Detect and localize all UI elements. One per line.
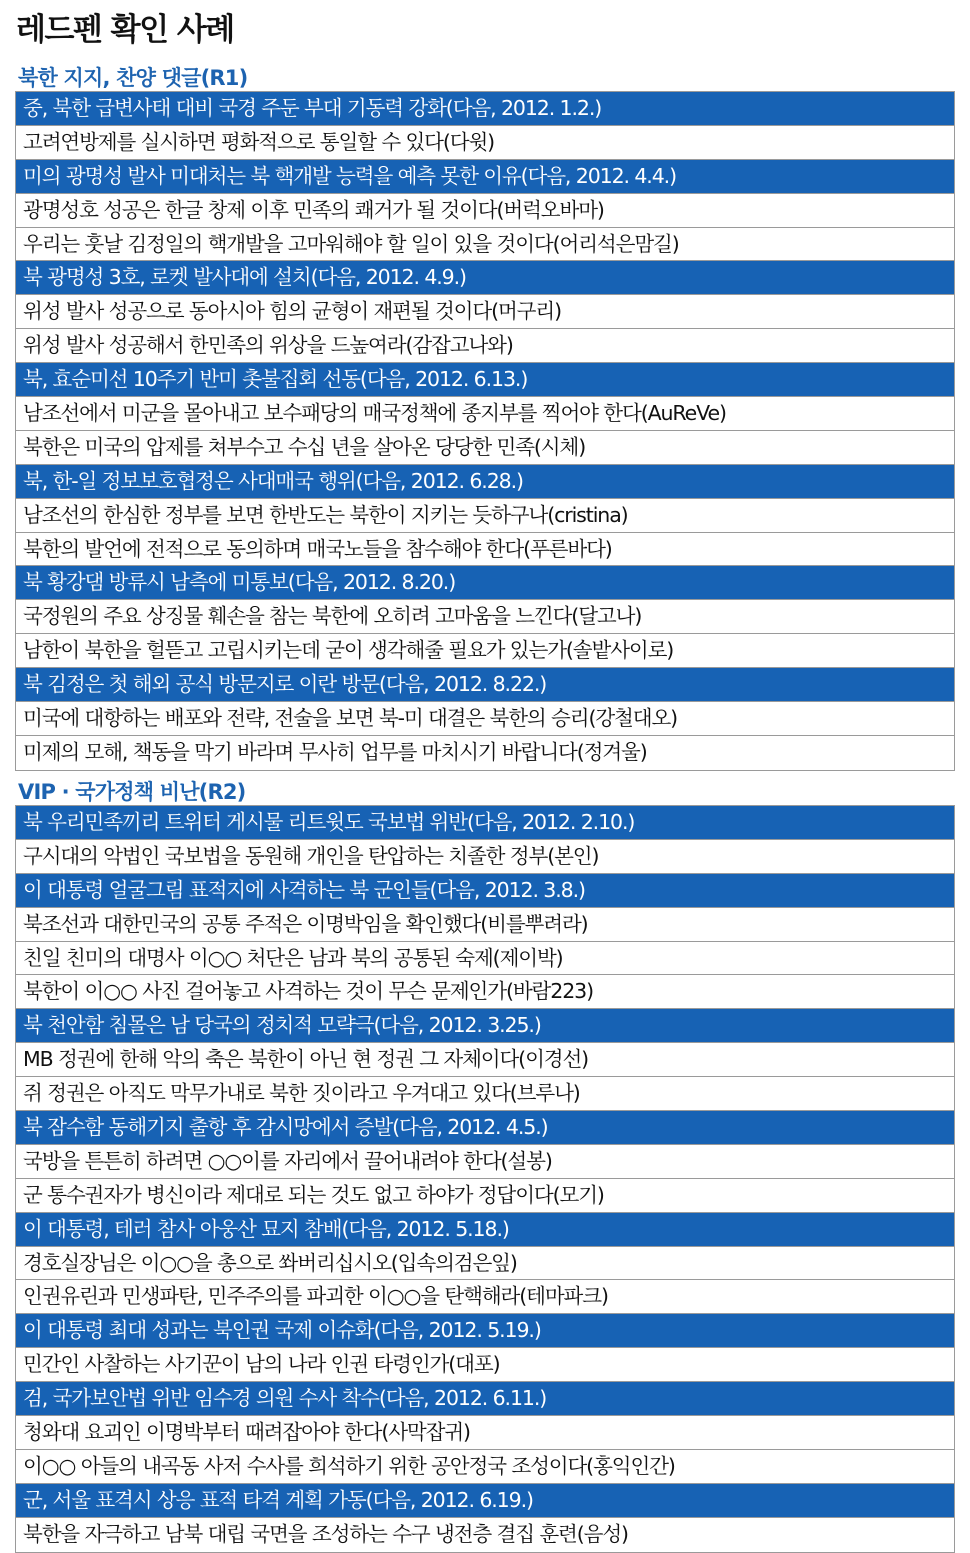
news-headline-row: 북 황강댐 방류시 남측에 미통보(다음, 2012. 8.20.): [16, 566, 954, 600]
comment-row: 민간인 사찰하는 사기꾼이 남의 나라 인권 타령인가(대포): [16, 1348, 954, 1382]
comment-row: 미국에 대항하는 배포와 전략, 전술을 보면 북-미 대결은 북한의 승리(강철대오): [16, 702, 954, 736]
comment-row: 이○○ 아들의 내곡동 사저 수사를 희석하기 위한 공안정국 조성이다(홍익인간): [16, 1450, 954, 1484]
news-headline-row: 이 대통령, 테러 참사 아웅산 묘지 참배(다음, 2012. 5.18.): [16, 1213, 954, 1247]
comment-row: 남한이 북한을 헐뜯고 고립시키는데 굳이 생각해줄 필요가 있는가(솔밭사이로): [16, 634, 954, 668]
comment-table-r1: [15, 91, 955, 771]
comment-row: 남조선의 한심한 정부를 보면 한반도는 북한이 지키는 듯하구나(cristina): [16, 499, 954, 533]
comment-row: 청와대 요괴인 이명박부터 때려잡아야 한다(사막잡귀): [16, 1416, 954, 1450]
comment-row: 우리는 훗날 김정일의 핵개발을 고마워해야 할 일이 있을 것이다(어리석은맘길): [16, 228, 954, 262]
comment-row: MB 정권에 한해 악의 축은 북한이 아닌 현 정권 그 자체이다(이경선): [16, 1043, 954, 1077]
section-title-r1: 북한 지지, 찬양 댓글(R1): [18, 66, 248, 90]
news-headline-row: 북 잠수함 동해기지 출항 후 감시망에서 증발(다음, 2012. 4.5.): [16, 1111, 954, 1145]
news-headline-row: 북, 효순미선 10주기 반미 촛불집회 선동(다음, 2012. 6.13.): [16, 363, 954, 397]
news-headline-row: 북 김정은 첫 해외 공식 방문지로 이란 방문(다음, 2012. 8.22.): [16, 668, 954, 702]
comment-row: 남조선에서 미군을 몰아내고 보수패당의 매국정책에 종지부를 찍어야 한다(AuReVe): [16, 397, 954, 431]
section-title-r2: VIP · 국가정책 비난(R2): [18, 780, 246, 804]
comment-row: 북한은 미국의 압제를 쳐부수고 수십 년을 살아온 당당한 민족(시체): [16, 431, 954, 465]
comment-row: 쥐 정권은 아직도 막무가내로 북한 짓이라고 우겨대고 있다(브루나): [16, 1077, 954, 1111]
news-headline-row: 북 우리민족끼리 트위터 게시물 리트윗도 국보법 위반(다음, 2012. 2.10.): [16, 806, 954, 840]
news-headline-row: 군, 서울 표격시 상응 표적 타격 계획 가동(다음, 2012. 6.19.): [16, 1484, 954, 1518]
comment-row: 위성 발사 성공으로 동아시아 힘의 균형이 재편될 것이다(머구리): [16, 295, 954, 329]
comment-row: 인권유린과 민생파탄, 민주주의를 파괴한 이○○을 탄핵해라(테마파크): [16, 1280, 954, 1314]
comment-row: 구시대의 악법인 국보법을 동원해 개인을 탄압하는 치졸한 정부(본인): [16, 840, 954, 874]
page-title: 레드펜 확인 사례: [16, 12, 234, 48]
comment-row: 국방을 튼튼히 하려면 ○○이를 자리에서 끌어내려야 한다(설봉): [16, 1145, 954, 1179]
comment-row: 고려연방제를 실시하면 평화적으로 통일할 수 있다(다윗): [16, 126, 954, 160]
news-headline-row: 북, 한-일 정보보호협정은 사대매국 행위(다음, 2012. 6.28.): [16, 465, 954, 499]
comment-row: 경호실장님은 이○○을 총으로 쏴버리십시오(입속의검은잎): [16, 1247, 954, 1281]
news-headline-row: 북 광명성 3호, 로켓 발사대에 설치(다음, 2012. 4.9.): [16, 261, 954, 295]
comment-row: 친일 친미의 대명사 이○○ 처단은 남과 북의 공통된 숙제(제이박): [16, 942, 954, 976]
comment-row: 광명성호 성공은 한글 창제 이후 민족의 쾌거가 될 것이다(버럭오바마): [16, 194, 954, 228]
comment-row: 국정원의 주요 상징물 훼손을 참는 북한에 오히려 고마움을 느낀다(달고나): [16, 600, 954, 634]
news-headline-row: 이 대통령 최대 성과는 북인권 국제 이슈화(다음, 2012. 5.19.): [16, 1314, 954, 1348]
news-headline-row: 검, 국가보안법 위반 임수경 의원 수사 착수(다음, 2012. 6.11.): [16, 1382, 954, 1416]
news-headline-row: 이 대통령 얼굴그림 표적지에 사격하는 북 군인들(다음, 2012. 3.8.): [16, 874, 954, 908]
comment-row: 북한의 발언에 전적으로 동의하며 매국노들을 참수해야 한다(푸른바다): [16, 533, 954, 567]
comment-row: 위성 발사 성공해서 한민족의 위상을 드높여라(감잡고나와): [16, 329, 954, 363]
comment-row: 북한을 자극하고 남북 대립 국면을 조성하는 수구 냉전층 결집 훈련(음성): [16, 1518, 954, 1552]
news-headline-row: 미의 광명성 발사 미대처는 북 핵개발 능력을 예측 못한 이유(다음, 2012. 4.4.): [16, 160, 954, 194]
comment-row: 북한이 이○○ 사진 걸어놓고 사격하는 것이 무슨 문제인가(바람223): [16, 975, 954, 1009]
news-headline-row: 북 천안함 침몰은 남 당국의 정치적 모략극(다음, 2012. 3.25.): [16, 1009, 954, 1043]
comment-row: 북조선과 대한민국의 공통 주적은 이명박임을 확인했다(비를뿌려라): [16, 908, 954, 942]
comment-row: 군 통수권자가 병신이라 제대로 되는 것도 없고 하야가 정답이다(모기): [16, 1179, 954, 1213]
comment-table-r2: [15, 805, 955, 1553]
comment-row: 미제의 모해, 책동을 막기 바라며 무사히 업무를 마치시기 바랍니다(정겨울): [16, 736, 954, 770]
news-headline-row: 중, 북한 급변사태 대비 국경 주둔 부대 기동력 강화(다음, 2012. 1.2.): [16, 92, 954, 126]
